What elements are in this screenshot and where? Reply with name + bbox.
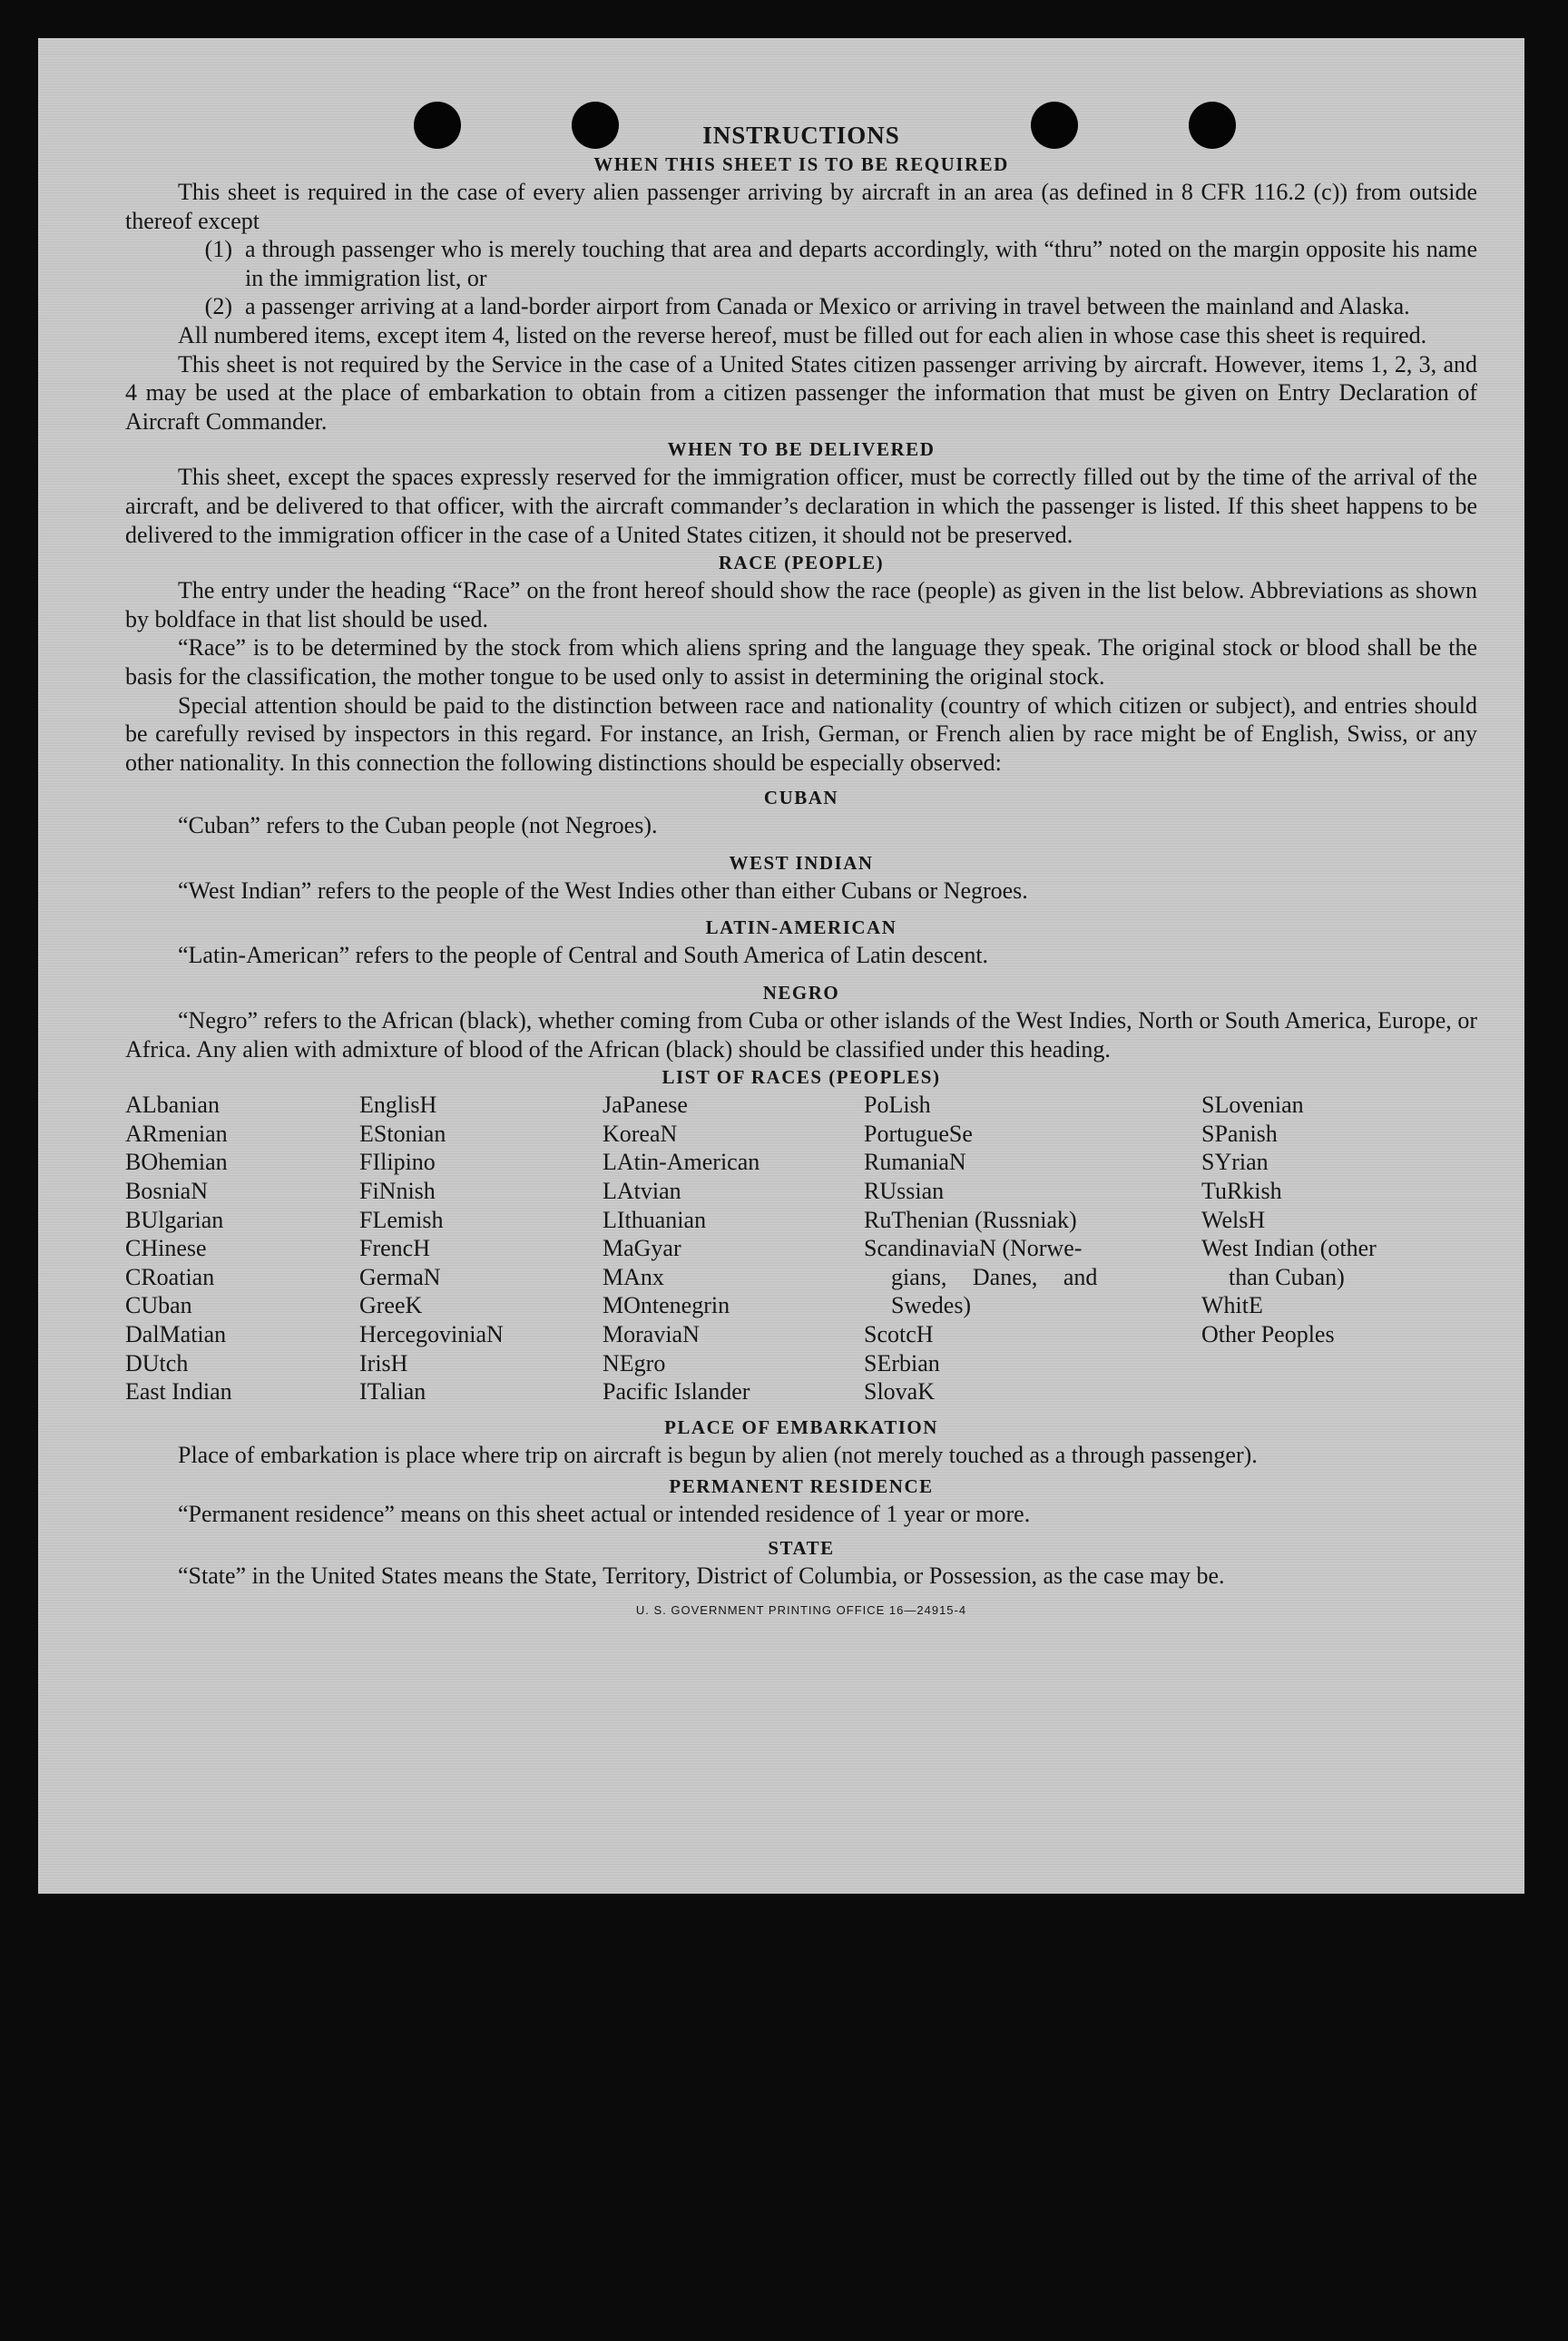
race-entry: CUban — [125, 1292, 192, 1319]
race-entry: Other Peoples — [1201, 1321, 1335, 1347]
race-entry: CHinese — [125, 1235, 207, 1262]
race-entry: than Cuban) — [1229, 1263, 1345, 1290]
race-entry: JaPanese — [603, 1092, 688, 1119]
item-text: a passenger arriving at a land-border airport from Canada or Mexico or arriving in travel between the mainland and Alaska. — [245, 293, 1410, 320]
race-entry: IrisH — [359, 1349, 408, 1376]
race-entry: EnglisH — [359, 1092, 437, 1119]
paragraph: “State” in the United States means the State, Territory, District of Columbia, or Possession, as the case may be. — [178, 1562, 1225, 1589]
race-entry: BOhemian — [125, 1149, 228, 1176]
race-entry: gians, Danes, and — [891, 1263, 1098, 1290]
race-column — [125, 1091, 359, 1406]
paragraph: “West Indian” refers to the people of the West Indies other than either Cubans or Negroes. — [178, 877, 1028, 904]
race-entry: GreeK — [359, 1292, 423, 1319]
race-entry: EStonian — [359, 1120, 446, 1147]
race-entry: RUssian — [864, 1178, 945, 1205]
race-entry: HercegoviniaN — [359, 1321, 504, 1347]
heading-when-delivered: WHEN TO BE DELIVERED — [667, 438, 936, 461]
race-entry: DUtch — [125, 1349, 189, 1376]
paragraph: The entry under the heading “Race” on the front hereof should show the race (people) as given in the list below. Abbreviations as shown by boldface in that list should be used. — [125, 577, 1477, 632]
paragraph: “Latin-American” refers to the people of Central and South America of Latin descent. — [178, 942, 989, 969]
race-column — [603, 1091, 864, 1406]
race-entry: LAtvian — [603, 1178, 681, 1205]
race-entry: FiNnish — [359, 1178, 436, 1205]
heading-place-of-embarkation: PLACE OF EMBARKATION — [664, 1415, 938, 1438]
race-entry: East Indian — [125, 1378, 232, 1406]
race-column — [359, 1091, 603, 1406]
race-entry: DalMatian — [125, 1321, 227, 1347]
race-entry: PoLish — [864, 1092, 931, 1119]
race-entry: TuRkish — [1201, 1178, 1282, 1205]
race-entry: ScotcH — [864, 1321, 934, 1347]
list-item — [125, 235, 1477, 292]
race-entry: SPanish — [1201, 1120, 1278, 1147]
race-entry: Swedes) — [891, 1292, 972, 1319]
paragraph: “Race” is to be determined by the stock from which aliens spring and the language they speak. The original stock or blood shall be the basis for the classification, the mother tongue to be used only to assist in determining the original stock. — [125, 634, 1477, 690]
heading-cuban: CUBAN — [763, 787, 839, 809]
race-entry: ARmenian — [125, 1120, 228, 1147]
race-entry: RumaniaN — [864, 1149, 966, 1176]
race-entry: WelsH — [1201, 1206, 1266, 1233]
printing-office-imprint: U. S. GOVERNMENT PRINTING OFFICE 16—24915-4 — [635, 1602, 967, 1617]
heading-state: STATE — [768, 1536, 835, 1559]
heading-negro: NEGRO — [762, 982, 840, 1004]
race-entry: MaGyar — [603, 1235, 681, 1262]
race-column — [864, 1091, 1201, 1406]
paragraph: “Negro” refers to the African (black), whether coming from Cuba or other islands of the West Indies, North or South America, Europe, or Africa. Any alien with admixture of blood of the African (black) should be classified under this heading. — [125, 1007, 1477, 1063]
race-entry: FrencH — [359, 1235, 430, 1262]
race-entry: FLemish — [359, 1206, 444, 1233]
item-text: a through passenger who is merely touching that area and departs accordingly, with “thru” noted on the margin opposite his name in the immigration list, or — [245, 236, 1477, 291]
heading-when-required: WHEN THIS SHEET IS TO BE REQUIRED — [593, 153, 1009, 175]
item-number: (1) — [204, 236, 232, 263]
list-item — [125, 292, 1477, 321]
race-entry: MAnx — [603, 1263, 664, 1290]
race-entry: LIthuanian — [603, 1206, 707, 1233]
race-entry: BosniaN — [125, 1178, 208, 1205]
race-entry: SlovaK — [864, 1378, 935, 1406]
race-entry: MoraviaN — [603, 1321, 700, 1347]
race-entry: KoreaN — [603, 1120, 678, 1147]
paragraph: “Permanent residence” means on this sheet actual or intended residence of 1 year or more. — [178, 1501, 1031, 1528]
race-entry: BUlgarian — [125, 1206, 224, 1233]
race-entry: ITalian — [359, 1378, 426, 1406]
race-entry: ALbanian — [125, 1092, 220, 1119]
paragraph: This sheet is not required by the Service in the case of a United States citizen passenger arriving by aircraft. However, items 1, 2, 3, and 4 may be used at the place of embarkation to obtain from a citizen passenger the information that must be given on Entry Declaration of Aircraft Commander. — [125, 350, 1477, 435]
race-entry: MOntenegrin — [603, 1292, 730, 1319]
race-entry: NEgro — [603, 1349, 666, 1376]
item-number: (2) — [204, 293, 232, 320]
race-entry: LAtin-American — [603, 1149, 760, 1176]
heading-race: RACE (PEOPLE) — [718, 552, 885, 574]
paragraph: Place of embarkation is place where trip on aircraft is begun by alien (not merely touched as a through passenger). — [178, 1441, 1258, 1468]
race-entry: FIlipino — [359, 1149, 436, 1176]
paragraph: This sheet is required in the case of every alien passenger arriving by aircraft in an area (as defined in 8 CFR 116.2 (c)) from outside thereof except — [125, 179, 1477, 234]
paragraph: This sheet, except the spaces expressly reserved for the immigration officer, must be correctly filled out by the time of the arrival of the aircraft, and be delivered to that officer, with the aircraft commander’s declaration in which the passenger is listed. If this sheet happens to be delivered to the immigration officer in the case of a United States citizen, it should not be preserved. — [125, 464, 1477, 548]
heading-west-indian: WEST INDIAN — [729, 851, 874, 874]
paragraph: All numbered items, except item 4, listed on the reverse hereof, must be filled out for each alien in whose case this sheet is required. — [178, 321, 1427, 348]
race-entry: GermaN — [359, 1263, 441, 1290]
paragraph: “Cuban” refers to the Cuban people (not Negroes). — [178, 812, 658, 839]
race-entry: SLovenian — [1201, 1092, 1304, 1119]
race-entry: PortugueSe — [864, 1120, 973, 1147]
paragraph: Special attention should be paid to the distinction between race and nationality (country of which citizen or subject), and entries should be carefully revised by inspectors in this regard. For instance, an Irish, German, or French alien by race might be of English, Swiss, or any other nationality. In this connection the following distinctions should be especially observed: — [125, 691, 1477, 776]
document-sheet — [38, 38, 1524, 1894]
race-list — [125, 1091, 1477, 1406]
race-entry: WhitE — [1201, 1292, 1263, 1319]
page-title: INSTRUCTIONS — [702, 122, 900, 149]
heading-list-of-races: LIST OF RACES (PEOPLES) — [662, 1066, 941, 1089]
heading-permanent-residence: PERMANENT RESIDENCE — [669, 1475, 934, 1498]
race-entry: CRoatian — [125, 1263, 215, 1290]
race-entry: SYrian — [1201, 1149, 1269, 1176]
heading-latin-american: LATIN-AMERICAN — [705, 916, 897, 939]
race-entry: RuThenian (Russniak) — [864, 1206, 1077, 1233]
race-entry: ScandinaviaN (Norwe- — [864, 1235, 1083, 1262]
race-entry: SErbian — [864, 1349, 940, 1376]
race-entry: West Indian (other — [1201, 1235, 1377, 1262]
race-entry: Pacific Islander — [603, 1378, 750, 1406]
race-column — [1201, 1091, 1474, 1406]
instructions-content — [125, 120, 1477, 1624]
